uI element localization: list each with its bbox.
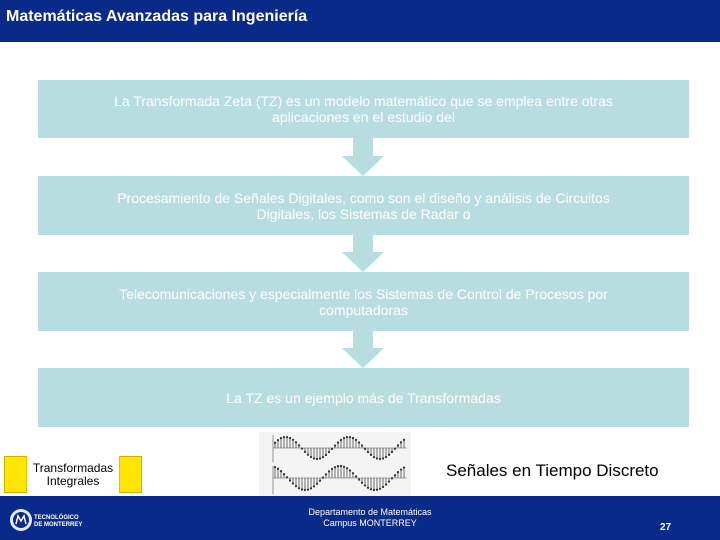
flow-box-4: [38, 368, 689, 427]
signal-point: [292, 439, 294, 441]
signal-point: [319, 480, 321, 482]
signal-point: [352, 472, 354, 474]
signal-point: [364, 448, 366, 450]
discrete-signal-figure: [259, 432, 411, 496]
signal-point: [382, 458, 384, 460]
department-info: [260, 507, 480, 529]
signal-point: [388, 454, 390, 456]
signal-point: [286, 436, 288, 438]
signal-point: [292, 483, 294, 485]
signal-point: [349, 436, 351, 438]
signal-point: [367, 487, 369, 489]
flow-box-3-line-1: Telecomunicaciones y especialmente los Sistemas de Control de Procesos por: [119, 285, 608, 302]
side-label-line-2: Integrales: [46, 473, 100, 488]
signal-point: [334, 466, 336, 468]
signal-point: [358, 479, 360, 481]
signal-point: [358, 442, 360, 444]
signal-point: [295, 485, 297, 487]
signal-point: [337, 442, 339, 444]
signal-point: [355, 439, 357, 441]
signal-point: [394, 474, 396, 476]
signal-point: [289, 480, 291, 482]
signal-point: [334, 445, 336, 447]
signal-point: [307, 454, 309, 456]
signal-point: [328, 471, 330, 473]
signal-point: [403, 467, 405, 469]
down-arrow-icon: [342, 138, 384, 176]
side-label-line-1: Transformadas: [32, 460, 114, 475]
side-label-box: [4, 456, 142, 493]
signal-point: [310, 456, 312, 458]
signal-point: [400, 442, 402, 444]
down-arrow-icon: [342, 330, 384, 368]
signal-point: [376, 458, 378, 460]
signal-point: [379, 488, 381, 490]
signal-point: [277, 439, 279, 441]
signal-point: [361, 482, 363, 484]
signal-point: [301, 448, 303, 450]
flow-box-4-line-1: La TZ es un ejemplo más de Transformadas: [226, 389, 501, 406]
page-number: 27: [660, 522, 672, 533]
logo-text: [34, 515, 82, 529]
signal-point: [355, 476, 357, 478]
signal-point: [367, 451, 369, 453]
signal-point: [373, 456, 375, 458]
signal-point: [349, 470, 351, 472]
signal-point: [385, 484, 387, 486]
signal-point: [388, 481, 390, 483]
signal-point: [322, 477, 324, 479]
signal-point: [370, 454, 372, 456]
signal-point: [286, 476, 288, 478]
signal-point: [319, 458, 321, 460]
signal-point: [328, 451, 330, 453]
signal-point: [340, 439, 342, 441]
signal-point: [394, 448, 396, 450]
flow-box-2: [38, 176, 689, 235]
signal-point: [313, 458, 315, 460]
flow-box-1-line-2: aplicaciones en el estudio del: [272, 109, 455, 125]
signal-point: [379, 458, 381, 460]
signal-point: [391, 478, 393, 480]
flow-box-1-line-1: La Transformada Zeta (TZ) es un modelo matemático que se emplea entre otras: [114, 93, 613, 109]
signal-point: [397, 471, 399, 473]
down-arrow-icon: [342, 234, 384, 272]
signal-point: [295, 442, 297, 444]
signal-point: [325, 474, 327, 476]
signal-point: [337, 465, 339, 467]
signal-point: [346, 467, 348, 469]
signal-point: [373, 489, 375, 491]
signal-point: [277, 468, 279, 470]
signal-point: [361, 445, 363, 447]
signal-point: [304, 451, 306, 453]
signal-point: [382, 486, 384, 488]
signal-point: [343, 466, 345, 468]
logo-line-1: TECNOLÓGICO: [34, 515, 79, 521]
signal-point: [304, 489, 306, 491]
flow-box-1: [38, 80, 689, 138]
signal-point: [280, 437, 282, 439]
signal-point: [397, 445, 399, 447]
flow-box-3-line-2: computadoras: [319, 301, 408, 318]
signal-point: [340, 465, 342, 467]
department-line-1: Departamento de Matemáticas: [308, 507, 432, 517]
signal-point: [298, 445, 300, 447]
signal-point: [346, 436, 348, 438]
signal-point: [376, 489, 378, 491]
signal-point: [280, 470, 282, 472]
logo-line-2: DE MONTERREY: [34, 522, 83, 528]
signal-point: [310, 488, 312, 490]
signal-point: [274, 442, 276, 444]
flow-box-3: [38, 272, 689, 331]
signal-point: [370, 488, 372, 490]
signal-point: [391, 451, 393, 453]
signal-point: [385, 456, 387, 458]
signal-point: [331, 448, 333, 450]
signal-point: [283, 436, 285, 438]
slide-title: Matemáticas Avanzadas para Ingeniería: [6, 8, 308, 25]
signal-point: [298, 487, 300, 489]
signal-point: [316, 458, 318, 460]
signal-point: [364, 485, 366, 487]
signal-point: [325, 454, 327, 456]
signal-point: [343, 437, 345, 439]
department-line-2: Campus MONTERREY: [323, 518, 417, 528]
signal-point: [283, 473, 285, 475]
signal-point: [400, 469, 402, 471]
signal-point: [352, 437, 354, 439]
signal-point: [274, 466, 276, 468]
figure-caption: Señales en Tiempo Discreto: [446, 461, 659, 480]
signal-point: [331, 468, 333, 470]
signal-point: [322, 456, 324, 458]
signal-point: [307, 489, 309, 491]
signal-point: [301, 489, 303, 491]
signal-point: [313, 486, 315, 488]
signal-point: [403, 439, 405, 441]
flow-box-2-line-2: Digitales, los Sistemas de Radar o: [256, 205, 471, 222]
flow-box-2-line-1: Procesamiento de Señales Digitales, como son el diseño y análisis de Circuitos: [117, 189, 610, 206]
signal-point: [316, 483, 318, 485]
signal-point: [289, 437, 291, 439]
